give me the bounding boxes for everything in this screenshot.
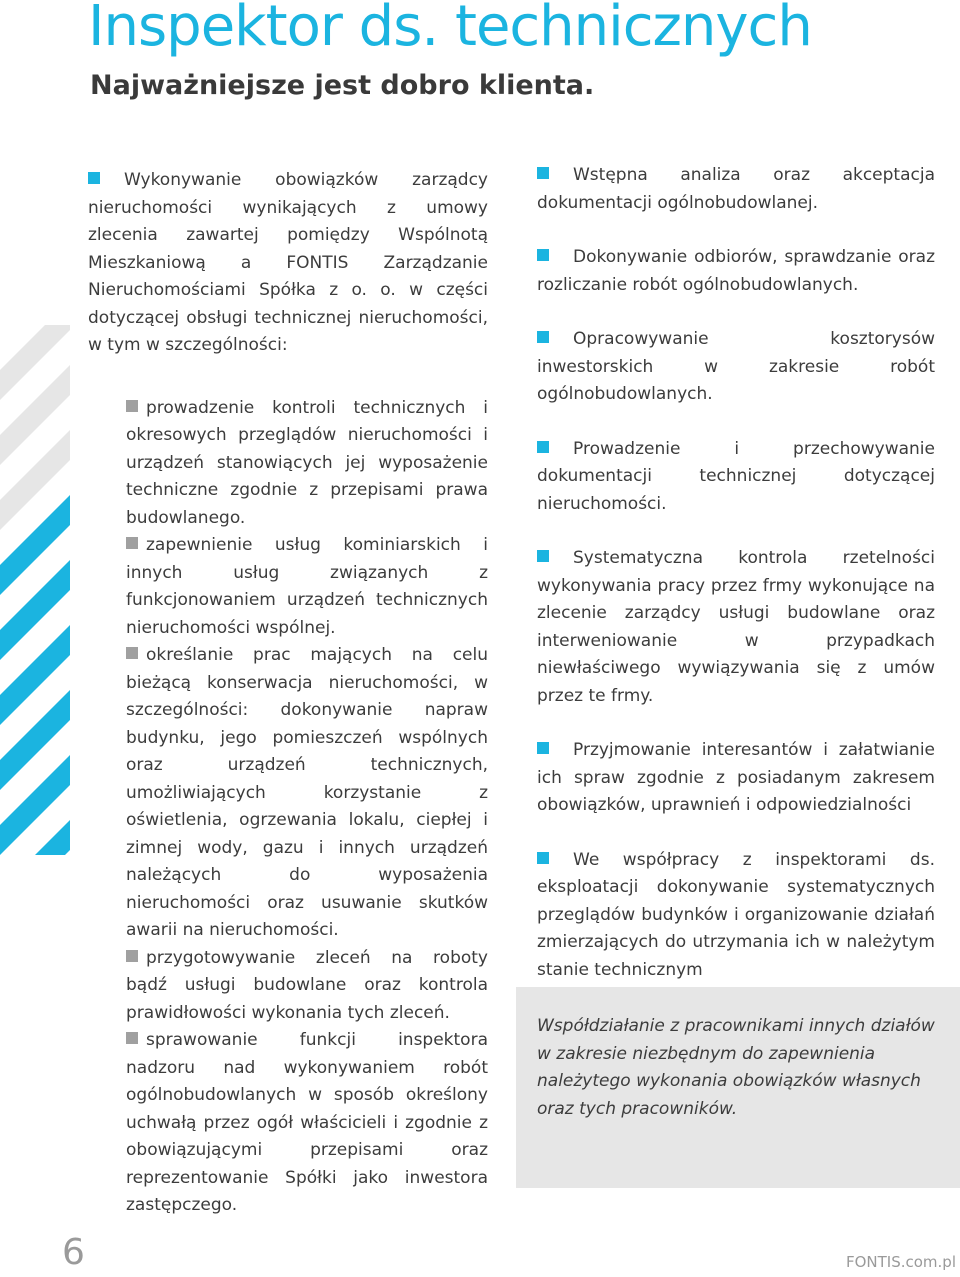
square-bullet-icon — [537, 742, 549, 754]
list-item — [126, 945, 488, 1028]
list-item-text: sprawowanie funkcji inspektora nadzoru nad wykonywaniem robót ogólnobudowlanych w sposób określony uchwałą przez ogół właścicieli i zgodnie z obowiązującymi przepisami oraz reprezentowanie Spółki jako inwestora zastępczego. — [126, 1030, 488, 1215]
list-item-text: określanie prac mających na celu bieżącą konserwacja nieruchomości, w szczególności: dokonywanie napraw budynku, jego pomieszczeń wspólnych oraz urządzeń technicznych, umożliwiających korzystanie z oświetlenia, ogrzewania lokalu, ciepłej i zimnej wody, gazu i innych urządzeń należących do wyposażenia nieruchomości oraz usuwanie skutków awarii na nieruchomości. — [126, 645, 488, 940]
page-number: 6 — [62, 1232, 85, 1273]
square-bullet-icon — [537, 441, 549, 453]
list-item — [537, 436, 935, 519]
page-title: Inspektor ds. technicznych — [88, 0, 812, 59]
square-bullet-icon — [88, 172, 100, 184]
list-item — [126, 395, 488, 533]
note-text: Współdziałanie z pracownikami innych działów w zakresie niezbędnym do zapewnienia należytego wykonania obowiązków własnych oraz tych pracowników. — [537, 1016, 935, 1119]
list-item-text: przygotowywanie zleceń na roboty bądź usługi budowlane oraz kontrola prawidłowości wykonania tych zleceń. — [126, 947, 488, 1023]
list-item — [126, 642, 488, 945]
list-item — [126, 1027, 488, 1220]
list-item-text: Wstępna analiza oraz akceptacja dokumentacji ogólnobudowlanej. — [537, 165, 935, 213]
intro-paragraph — [88, 167, 488, 360]
square-bullet-icon — [126, 400, 138, 412]
list-item — [537, 847, 935, 985]
list-item — [537, 326, 935, 409]
list-item-text: zapewnienie usług kominiarskich i innych usług związanych z funkcjonowaniem urządzeń technicznych nieruchomości wspólnej. — [126, 535, 488, 638]
list-item — [537, 737, 935, 820]
square-bullet-icon — [126, 1032, 138, 1044]
page-subtitle: Najważniejsze jest dobro klienta. — [90, 70, 595, 101]
square-bullet-icon — [537, 331, 549, 343]
list-item-text: Dokonywanie odbiorów, sprawdzanie oraz rozliczanie robót ogólnobudowlanych. — [537, 247, 935, 295]
list-item-text: Przyjmowanie interesantów i załatwianie ich spraw zgodnie z posiadanym zakresem obowiązków, uprawnień i odpowiedzialności — [537, 740, 935, 815]
list-item — [537, 244, 935, 299]
square-bullet-icon — [537, 852, 549, 864]
square-bullet-icon — [537, 249, 549, 261]
list-item-text: Opracowywanie kosztorysów inwestorskich w zakresie robót ogólnobudowlanych. — [537, 329, 935, 404]
note-box — [516, 987, 960, 1188]
list-item — [537, 545, 935, 710]
decorative-stripes — [0, 325, 70, 855]
square-bullet-icon — [126, 647, 138, 659]
list-item — [537, 162, 935, 217]
square-bullet-icon — [537, 167, 549, 179]
list-item-text: We współpracy z inspektorami ds. eksploatacji dokonywanie systematycznych przeglądów budynków i organizowanie działań zmierzających do utrzymania ich w należytym stanie technicznym — [537, 849, 935, 980]
list-item-text: Systematyczna kontrola rzetelności wykonywania pracy przez frmy wykonujące na zlecenie zarządcy usługi budowlane oraz interweniowanie w przypadkach niewłaściwego wywiązywania się z umów przez te frmy. — [537, 548, 935, 706]
list-item-text: prowadzenie kontroli technicznych i okresowych przeglądów nieruchomości i urządzeń stanowiących jej wyposażenie techniczne zgodnie z przepisami prawa budowlanego. — [126, 397, 488, 528]
intro-text: Wykonywanie obowiązków zarządcy nieruchomości wynikających z umowy zlecenia zawartej pomiędzy Wspólnotą Mieszkaniową a FONTIS Zarządzanie Nieruchomościami Spółka z o. o. w części dotyczącej obsługi technicznej nieruchomości, w tym w szczególności: — [88, 170, 488, 355]
square-bullet-icon — [126, 537, 138, 549]
left-column — [88, 167, 488, 1220]
list-item-text: Prowadzenie i przechowywanie dokumentacji technicznej dotyczącej nieruchomości. — [537, 438, 935, 514]
square-bullet-icon — [537, 550, 549, 562]
list-item — [126, 532, 488, 642]
sub-list — [88, 395, 488, 1220]
footer-url: FONTIS.com.pl — [845, 1253, 956, 1271]
right-column — [537, 162, 935, 984]
square-bullet-icon — [126, 950, 138, 962]
